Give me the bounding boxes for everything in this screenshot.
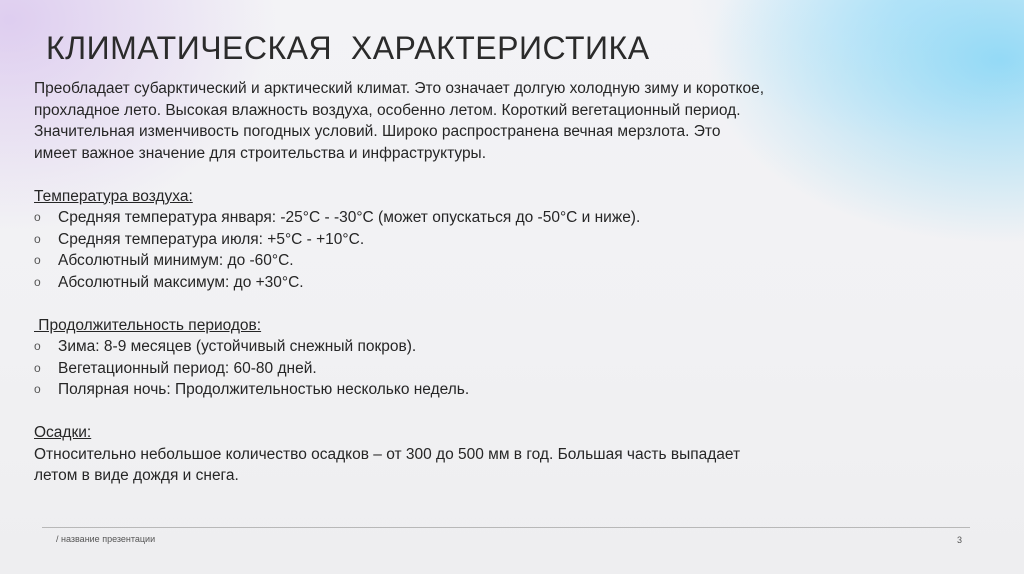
- list-item: [34, 379, 764, 401]
- spacer: [34, 164, 764, 186]
- list-item: [34, 272, 764, 294]
- slide-content: [34, 78, 764, 487]
- list-item-text: Полярная ночь: Продолжительностью несколько недель.: [58, 381, 470, 398]
- temperature-list: [34, 207, 764, 293]
- spacer: [34, 293, 764, 315]
- list-item-text: Вегетационный период: 60-80 дней.: [58, 359, 317, 377]
- list-item-text: Абсолютный минимум: до -60°C.: [58, 252, 294, 269]
- list-item-text: Средняя температура июля: +5°C - +10°C.: [58, 230, 365, 248]
- list-item-text: Абсолютный максимум: до +30°C.: [58, 273, 304, 291]
- slide-title: КЛИМАТИЧЕСКАЯ ХАРАКТЕРИСТИКА: [46, 30, 650, 66]
- temperature-heading: Температура воздуха:: [34, 187, 193, 205]
- list-item: [34, 358, 764, 380]
- periods-list: [34, 336, 764, 401]
- footer-divider: [42, 527, 970, 528]
- bullet-circle-icon: o: [34, 339, 41, 353]
- presentation-name: / название презентации: [56, 534, 156, 544]
- precipitation-text: Относительно небольшое количество осадков – от 300 до 500 мм в год. Большая часть выпадает летом в виде дождя и снега.: [34, 445, 741, 484]
- list-item-text: Зима: 8-9 месяцев (устойчивый снежный покров).: [58, 338, 417, 355]
- intro-paragraph: Преобладает субарктический и арктический климат. Это означает долгую холодную зиму и короткое, прохладное лето. Высокая влажность воздуха, особенно летом. Короткий вегетационный период. Значительная изменчивость погодных условий. Широко распространена вечная мерзлота. Это имеет важное значение для строительства и инфраструктуры.: [34, 80, 765, 162]
- list-item: [34, 336, 764, 358]
- precipitation-heading: Осадки:: [34, 424, 92, 441]
- bullet-circle-icon: o: [34, 360, 41, 375]
- list-item: [34, 207, 764, 229]
- list-item: [34, 250, 764, 272]
- periods-heading: Продолжительность периодов:: [34, 316, 262, 334]
- bullet-circle-icon: o: [34, 231, 41, 246]
- bullet-circle-icon: o: [34, 210, 41, 224]
- page-number: 3: [957, 535, 963, 545]
- bullet-circle-icon: o: [34, 274, 41, 289]
- bullet-circle-icon: o: [34, 382, 41, 396]
- list-item-text: Средняя температура января: -25°C - -30°C (может опускаться до -50°C и ниже).: [58, 209, 641, 226]
- list-item: [34, 229, 764, 251]
- bullet-circle-icon: o: [34, 253, 41, 267]
- spacer: [34, 401, 764, 423]
